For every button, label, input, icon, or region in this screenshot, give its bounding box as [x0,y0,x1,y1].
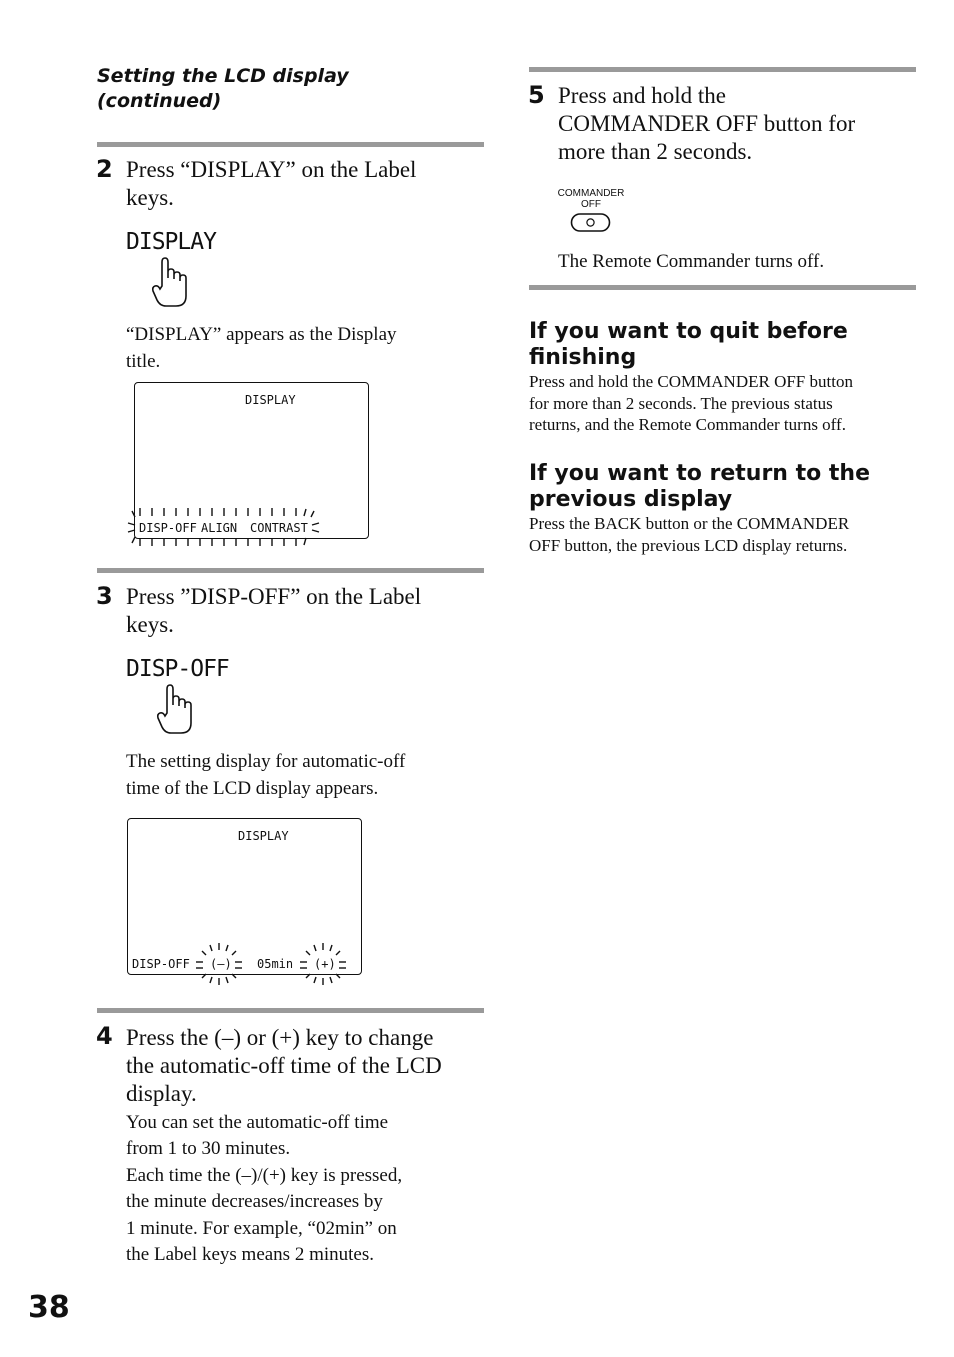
step-body [126,1110,496,1268]
description-line: The setting display for automatic-off [126,751,406,772]
blink-marks-icon [298,942,348,986]
lcd-title: DISPLAY [245,393,296,407]
step-title-line: more than 2 seconds. [558,139,753,164]
description-line: title. [126,351,161,372]
step-title [126,583,486,639]
description-line: time of the LCD display appears. [126,778,379,799]
step-title [126,156,486,212]
body-line: OFF button, the previous LCD display returns. [529,535,848,555]
header-title: Setting the LCD display [97,65,349,87]
step-title-line: Press and hold the [558,83,727,108]
button-label-line: OFF [581,199,601,210]
step-title-line: Press ”DISP-OFF” on the Label [126,584,422,609]
return-body [529,513,929,556]
step-divider [97,568,484,573]
body-line: from 1 to 30 minutes. [126,1138,291,1160]
step-title-line: Press the (–) or (+) key to change [126,1025,434,1050]
section-divider [529,285,916,290]
step-title-line: Press “DISPLAY” on the Label [126,157,417,182]
pointing-hand-icon [155,683,195,737]
lcd-key-disp-off: DISP-OFF [139,521,197,535]
lcd-title: DISPLAY [238,829,289,843]
body-line: 1 minute. For example, “02min” on [126,1217,397,1239]
body-line: the minute decreases/increases by [126,1191,383,1213]
blink-marks-icon [194,942,244,986]
button-label-line: COMMANDER [557,188,625,199]
heading-line: finishing [529,345,637,370]
commander-off-button-icon [570,212,612,234]
commander-off-label [556,188,626,210]
step-title-line: COMMANDER OFF button for [558,111,856,136]
header-continued: (continued) [97,90,222,112]
body-line: Press the BACK button or the COMMANDER [529,514,850,533]
page-number: 38 [28,1290,70,1325]
heading-line: previous display [529,487,733,512]
lcd-value-minutes: 05min [257,957,294,971]
step-number: 3 [96,582,113,610]
step-number: 5 [528,81,545,109]
step-number: 4 [96,1022,113,1050]
body-line: the Label keys means 2 minutes. [126,1244,374,1266]
step-divider [97,142,484,147]
step-title [558,82,918,166]
heading-line: If you want to return to the [529,461,870,486]
step-title-line: keys. [126,612,174,637]
lcd-key-contrast: CONTRAST [250,521,308,535]
step-number: 2 [96,155,113,183]
quit-heading [529,319,919,371]
body-line: Press and hold the COMMANDER OFF button [529,372,853,391]
body-line: for more than 2 seconds. The previous status [529,393,833,413]
step-divider [529,67,916,72]
body-line: Each time the (–)/(+) key is pressed, [126,1164,403,1186]
lcd-key-disp-off: DISP-OFF [132,957,190,971]
body-line: returns, and the Remote Commander turns off. [529,415,846,434]
body-line: You can set the automatic-off time [126,1112,389,1133]
step-title-line: keys. [126,185,174,210]
label-key-display: DISPLAY [126,229,216,255]
label-key-disp-off: DISP-OFF [126,656,229,682]
step-divider [97,1008,484,1013]
step-description [126,748,496,802]
step-description [126,321,486,375]
step-title-line: the automatic-off time of the LCD [126,1053,442,1078]
step-title-line: display. [126,1081,197,1106]
lcd-key-plus: (+) [314,957,336,971]
description-line: “DISPLAY” appears as the Display [126,324,397,345]
lcd-key-align: ALIGN [201,521,238,535]
heading-line: If you want to quit before [529,319,848,344]
pointing-hand-icon [150,256,190,310]
step-result: The Remote Commander turns off. [558,251,825,272]
step-title [126,1024,492,1108]
quit-body [529,371,929,436]
section-header [97,64,397,114]
lcd-key-minus: (–) [210,957,232,971]
return-heading [529,461,919,513]
